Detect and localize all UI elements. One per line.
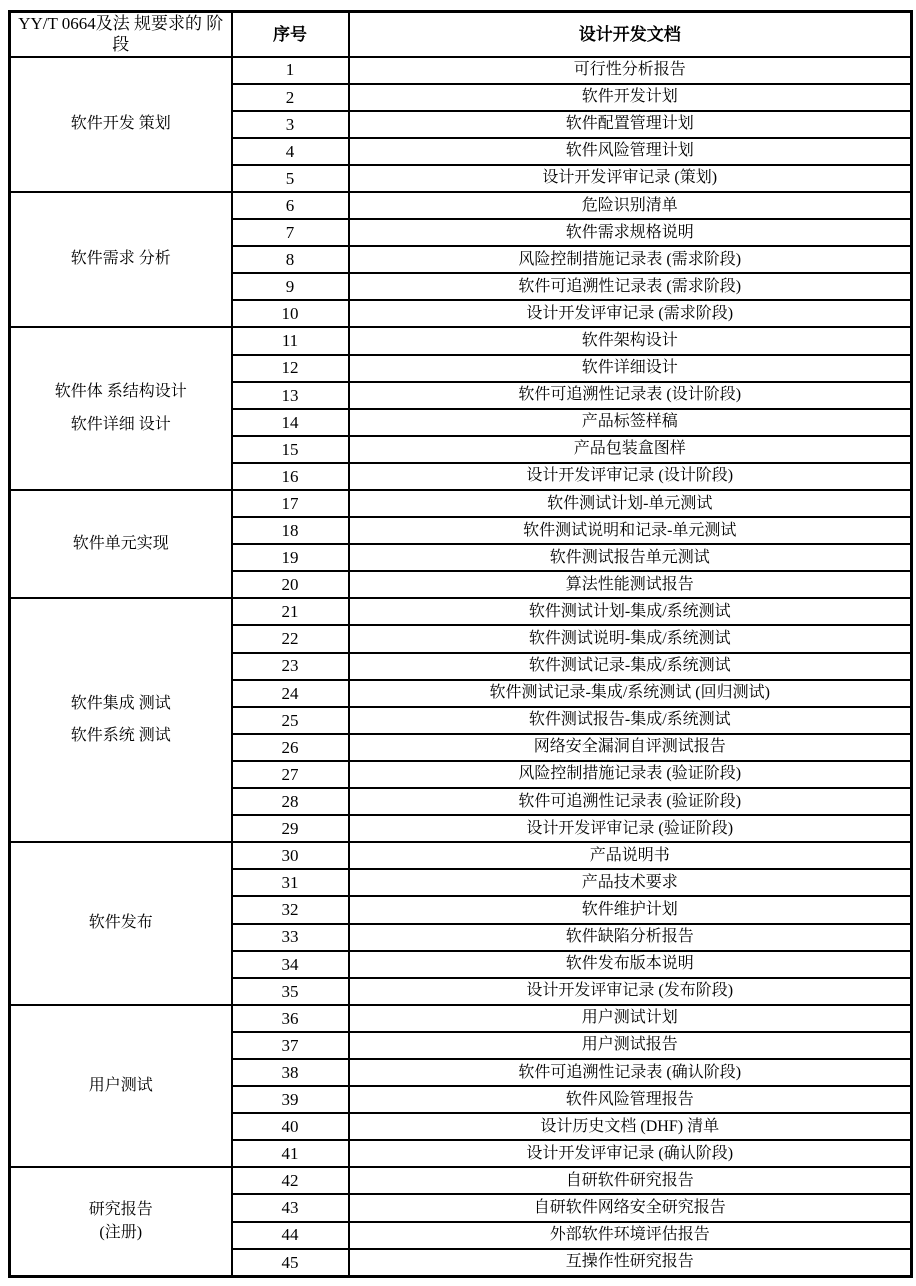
doc-name: 产品技术要求 — [349, 869, 912, 896]
doc-name: 软件测试记录-集成/系统测试 — [349, 653, 912, 680]
stage-cell — [10, 1005, 232, 1168]
row-number: 13 — [232, 382, 349, 409]
doc-name: 软件详细设计 — [349, 355, 912, 382]
row-number: 10 — [232, 300, 349, 327]
row-number: 6 — [232, 192, 349, 219]
row-number: 19 — [232, 544, 349, 571]
design-docs-table — [8, 10, 913, 1278]
stage-label-line: 软件系统 测试 — [70, 727, 171, 745]
doc-name: 软件测试报告单元测试 — [349, 544, 912, 571]
row-number: 27 — [232, 761, 349, 788]
doc-name: 软件测试说明-集成/系统测试 — [349, 625, 912, 652]
row-number: 8 — [232, 246, 349, 273]
row-number: 3 — [232, 111, 349, 138]
stage-cell — [10, 57, 232, 192]
table-row — [10, 1167, 912, 1194]
stage-label-line: 软件开发 策划 — [70, 114, 171, 132]
doc-name: 软件缺陷分析报告 — [349, 924, 912, 951]
row-number: 41 — [232, 1140, 349, 1167]
doc-name: 设计历史文档 (DHF) 清单 — [349, 1113, 912, 1140]
doc-name: 自研软件研究报告 — [349, 1167, 912, 1194]
doc-name: 软件测试报告-集成/系统测试 — [349, 707, 912, 734]
row-number: 29 — [232, 815, 349, 842]
doc-name: 软件配置管理计划 — [349, 111, 912, 138]
doc-name: 设计开发评审记录 (需求阶段) — [349, 300, 912, 327]
stage-label-line: 用户测试 — [88, 1076, 153, 1094]
row-number: 21 — [232, 598, 349, 625]
row-number: 38 — [232, 1059, 349, 1086]
table-row — [10, 842, 912, 869]
doc-name: 可行性分析报告 — [349, 57, 912, 84]
row-number: 20 — [232, 571, 349, 598]
row-number: 26 — [232, 734, 349, 761]
doc-name: 设计开发评审记录 (确认阶段) — [349, 1140, 912, 1167]
table-row — [10, 490, 912, 517]
row-number: 16 — [232, 463, 349, 490]
doc-name: 危险识别清单 — [349, 192, 912, 219]
row-number: 5 — [232, 165, 349, 192]
doc-name: 软件架构设计 — [349, 327, 912, 354]
row-number: 28 — [232, 788, 349, 815]
doc-name: 软件需求规格说明 — [349, 219, 912, 246]
row-number: 37 — [232, 1032, 349, 1059]
stage-label-line: 软件体 系结构设计 — [54, 382, 187, 400]
doc-name: 设计开发评审记录 (设计阶段) — [349, 463, 912, 490]
row-number: 35 — [232, 978, 349, 1005]
doc-name: 产品包装盒图样 — [349, 436, 912, 463]
row-number: 15 — [232, 436, 349, 463]
table-row — [10, 1005, 912, 1032]
row-number: 9 — [232, 273, 349, 300]
header-row — [10, 12, 912, 57]
doc-name: 设计开发评审记录 (策划) — [349, 165, 912, 192]
doc-name: 网络安全漏洞自评测试报告 — [349, 734, 912, 761]
doc-name: 软件风险管理计划 — [349, 138, 912, 165]
row-number: 42 — [232, 1167, 349, 1194]
table-row — [10, 57, 912, 84]
row-number: 18 — [232, 517, 349, 544]
doc-name: 风险控制措施记录表 (验证阶段) — [349, 761, 912, 788]
stage-cell — [10, 490, 232, 598]
stage-label-line: 软件需求 分析 — [70, 250, 171, 268]
row-number: 44 — [232, 1222, 349, 1249]
stage-label-line: 软件发布 — [88, 914, 153, 932]
doc-name: 软件可追溯性记录表 (验证阶段) — [349, 788, 912, 815]
row-number: 32 — [232, 896, 349, 923]
doc-name: 软件测试记录-集成/系统测试 (回归测试) — [349, 680, 912, 707]
doc-name: 软件维护计划 — [349, 896, 912, 923]
row-number: 17 — [232, 490, 349, 517]
row-number: 30 — [232, 842, 349, 869]
doc-name: 互操作性研究报告 — [349, 1249, 912, 1277]
header-doc: 设计开发文档 — [349, 12, 912, 57]
doc-name: 产品标签样稿 — [349, 409, 912, 436]
doc-name: 算法性能测试报告 — [349, 571, 912, 598]
row-number: 45 — [232, 1249, 349, 1277]
row-number: 2 — [232, 84, 349, 111]
doc-name: 风险控制措施记录表 (需求阶段) — [349, 246, 912, 273]
stage-cell — [10, 1167, 232, 1276]
row-number: 31 — [232, 869, 349, 896]
row-number: 25 — [232, 707, 349, 734]
row-number: 12 — [232, 355, 349, 382]
stage-label-line: (注册) — [99, 1223, 143, 1241]
row-number: 40 — [232, 1113, 349, 1140]
doc-name: 用户测试计划 — [349, 1005, 912, 1032]
row-number: 4 — [232, 138, 349, 165]
doc-name: 产品说明书 — [349, 842, 912, 869]
table-row — [10, 192, 912, 219]
doc-name: 软件风险管理报告 — [349, 1086, 912, 1113]
doc-name: 设计开发评审记录 (验证阶段) — [349, 815, 912, 842]
doc-name: 软件发布版本说明 — [349, 951, 912, 978]
table-row — [10, 598, 912, 625]
row-number: 43 — [232, 1194, 349, 1221]
stage-cell — [10, 192, 232, 327]
header-no: 序号 — [232, 12, 349, 57]
stage-label-line: 软件集成 测试 — [70, 694, 171, 712]
doc-name: 软件可追溯性记录表 (需求阶段) — [349, 273, 912, 300]
doc-name: 外部软件环境评估报告 — [349, 1222, 912, 1249]
row-number: 1 — [232, 57, 349, 84]
doc-name: 自研软件网络安全研究报告 — [349, 1194, 912, 1221]
stage-cell — [10, 598, 232, 842]
doc-name: 软件可追溯性记录表 (设计阶段) — [349, 382, 912, 409]
header-stage: YY/T 0664及法 规要求的 阶段 — [10, 12, 232, 57]
row-number: 39 — [232, 1086, 349, 1113]
stage-label-line: 研究报告 — [88, 1200, 153, 1218]
doc-name: 软件测试计划-单元测试 — [349, 490, 912, 517]
row-number: 36 — [232, 1005, 349, 1032]
doc-name: 软件可追溯性记录表 (确认阶段) — [349, 1059, 912, 1086]
row-number: 34 — [232, 951, 349, 978]
stage-cell — [10, 327, 232, 490]
row-number: 22 — [232, 625, 349, 652]
doc-name: 软件测试说明和记录-单元测试 — [349, 517, 912, 544]
doc-name: 软件开发计划 — [349, 84, 912, 111]
stage-label-line: 软件单元实现 — [72, 534, 169, 552]
row-number: 33 — [232, 924, 349, 951]
row-number: 23 — [232, 653, 349, 680]
table-row — [10, 327, 912, 354]
row-number: 11 — [232, 327, 349, 354]
doc-name: 设计开发评审记录 (发布阶段) — [349, 978, 912, 1005]
doc-name: 用户测试报告 — [349, 1032, 912, 1059]
stage-label-line: 软件详细 设计 — [70, 415, 171, 433]
row-number: 14 — [232, 409, 349, 436]
stage-cell — [10, 842, 232, 1005]
doc-name: 软件测试计划-集成/系统测试 — [349, 598, 912, 625]
row-number: 24 — [232, 680, 349, 707]
row-number: 7 — [232, 219, 349, 246]
